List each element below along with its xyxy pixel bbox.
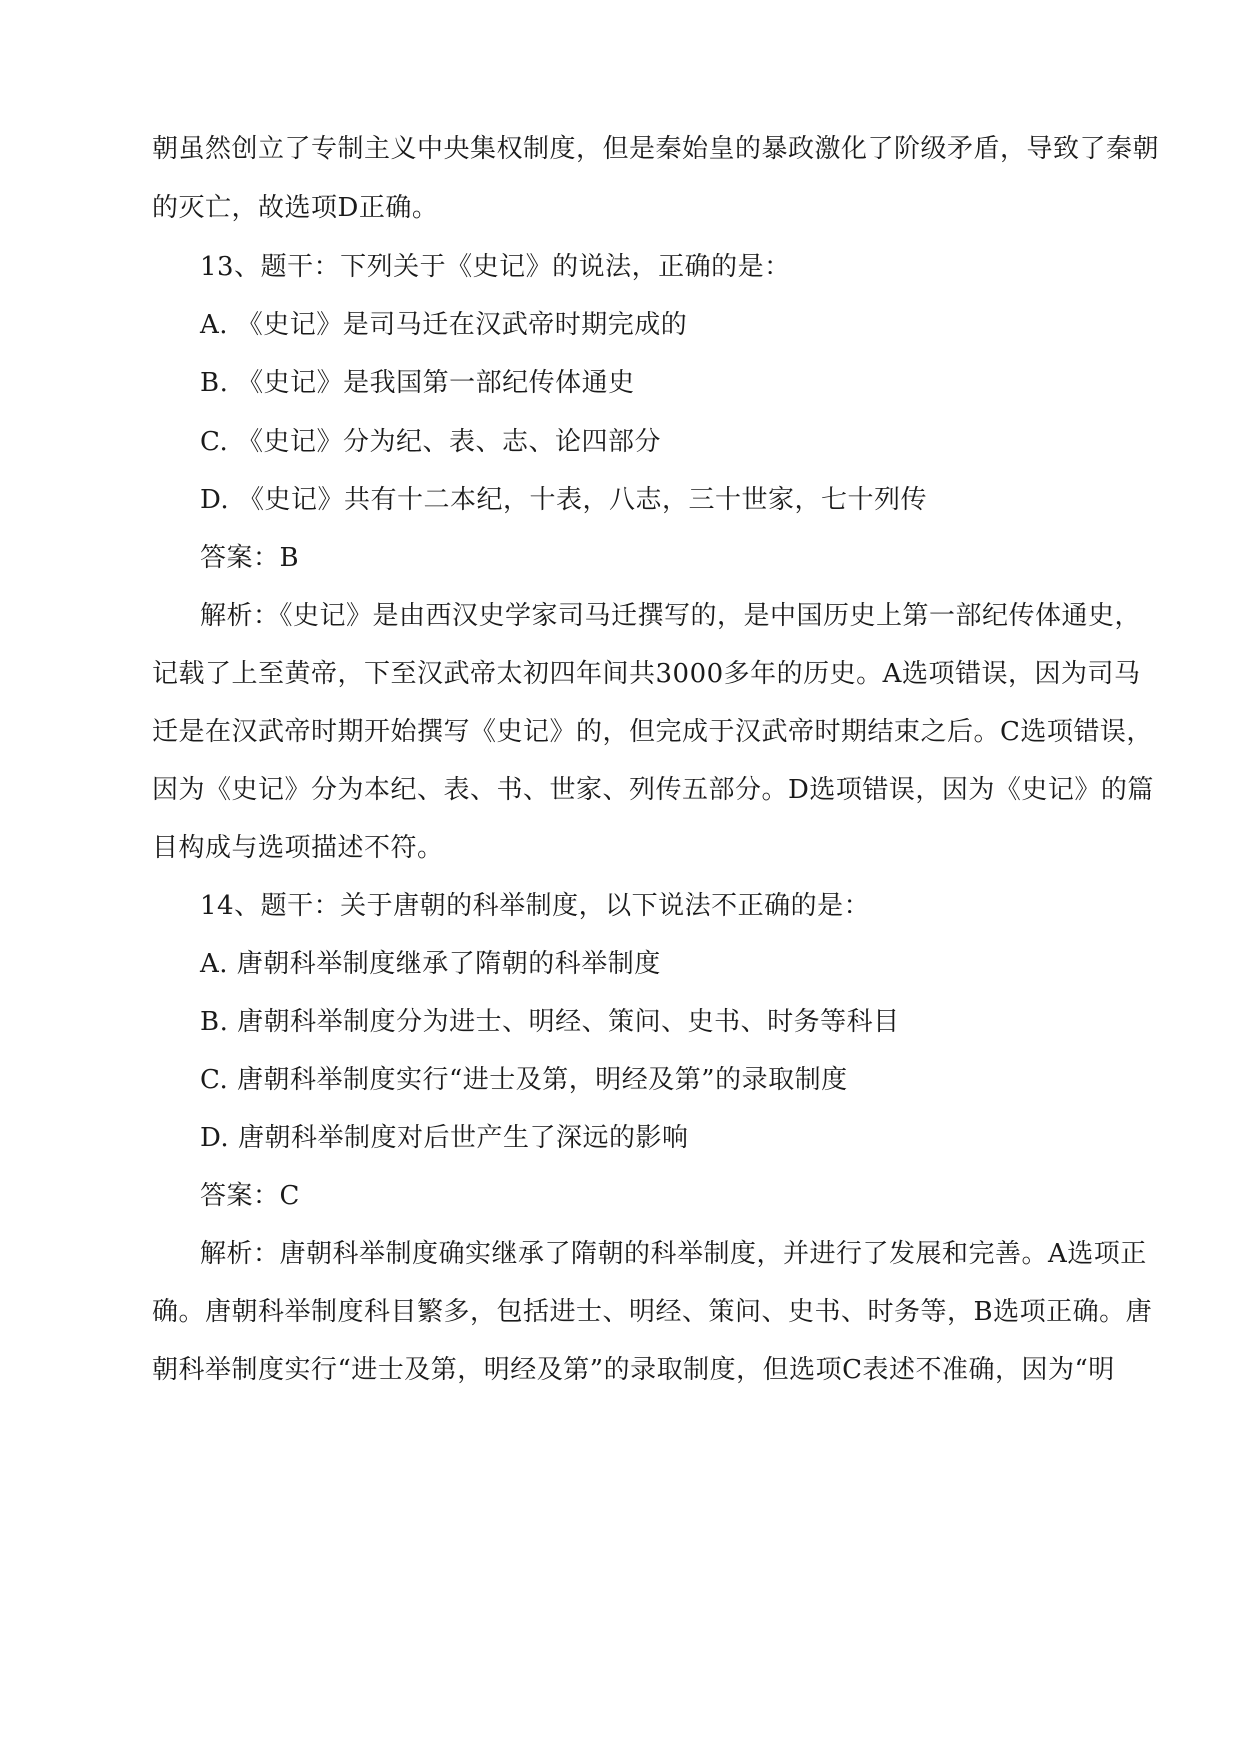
question-13-stem: 13、题干：下列关于《史记》的说法，正确的是： bbox=[200, 252, 791, 282]
question-14-stem: 14、题干：关于唐朝的科举制度，以下说法不正确的是： bbox=[200, 891, 871, 921]
question-13-option-d: D. 《史记》共有十二本纪，十表，八志，三十世家，七十列传 bbox=[200, 485, 927, 515]
question-13-analysis-line: 目构成与选项描述不符。 bbox=[152, 833, 444, 863]
paragraph-line: 的灭亡，故选项D正确。 bbox=[152, 193, 439, 223]
question-14-option-a: A. 唐朝科举制度继承了隋朝的科举制度 bbox=[200, 949, 661, 979]
question-13-option-b: B. 《史记》是我国第一部纪传体通史 bbox=[200, 368, 635, 398]
question-13-option-c: C. 《史记》分为纪、表、志、论四部分 bbox=[200, 427, 661, 457]
question-14-option-c: C. 唐朝科举制度实行“进士及第，明经及第”的录取制度 bbox=[200, 1065, 848, 1095]
question-14-analysis-line: 确。唐朝科举制度科目繁多，包括进士、明经、策问、史书、时务等，B选项正确。唐 bbox=[152, 1297, 1153, 1327]
question-13-analysis-line: 因为《史记》分为本纪、表、书、世家、列传五部分。D选项错误，因为《史记》的篇 bbox=[152, 775, 1154, 805]
question-13-answer: 答案：B bbox=[200, 543, 300, 573]
question-13-analysis-line: 记载了上至黄帝，下至汉武帝太初四年间共3000多年的历史。A选项错误，因为司马 bbox=[152, 659, 1141, 689]
question-13-analysis-line: 解析：《史记》是由西汉史学家司马迁撰写的，是中国历史上第一部纪传体通史， bbox=[200, 601, 1142, 631]
question-14-option-b: B. 唐朝科举制度分为进士、明经、策问、史书、时务等科目 bbox=[200, 1007, 900, 1037]
question-14-option-d: D. 唐朝科举制度对后世产生了深远的影响 bbox=[200, 1123, 689, 1153]
question-14-analysis-line: 解析：唐朝科举制度确实继承了隋朝的科举制度，并进行了发展和完善。A选项正 bbox=[200, 1239, 1147, 1269]
question-14-analysis-line: 朝科举制度实行“进士及第，明经及第”的录取制度，但选项C表述不准确，因为“明 bbox=[152, 1355, 1115, 1385]
question-14-answer: 答案：C bbox=[200, 1181, 300, 1211]
question-13-analysis-line: 迁是在汉武帝时期开始撰写《史记》的，但完成于汉武帝时期结束之后。C选项错误， bbox=[152, 717, 1153, 747]
question-13-option-a: A. 《史记》是司马迁在汉武帝时期完成的 bbox=[200, 310, 688, 340]
paragraph-line: 朝虽然创立了专制主义中央集权制度，但是秦始皇的暴政激化了阶级矛盾，导致了秦朝 bbox=[152, 134, 1160, 164]
